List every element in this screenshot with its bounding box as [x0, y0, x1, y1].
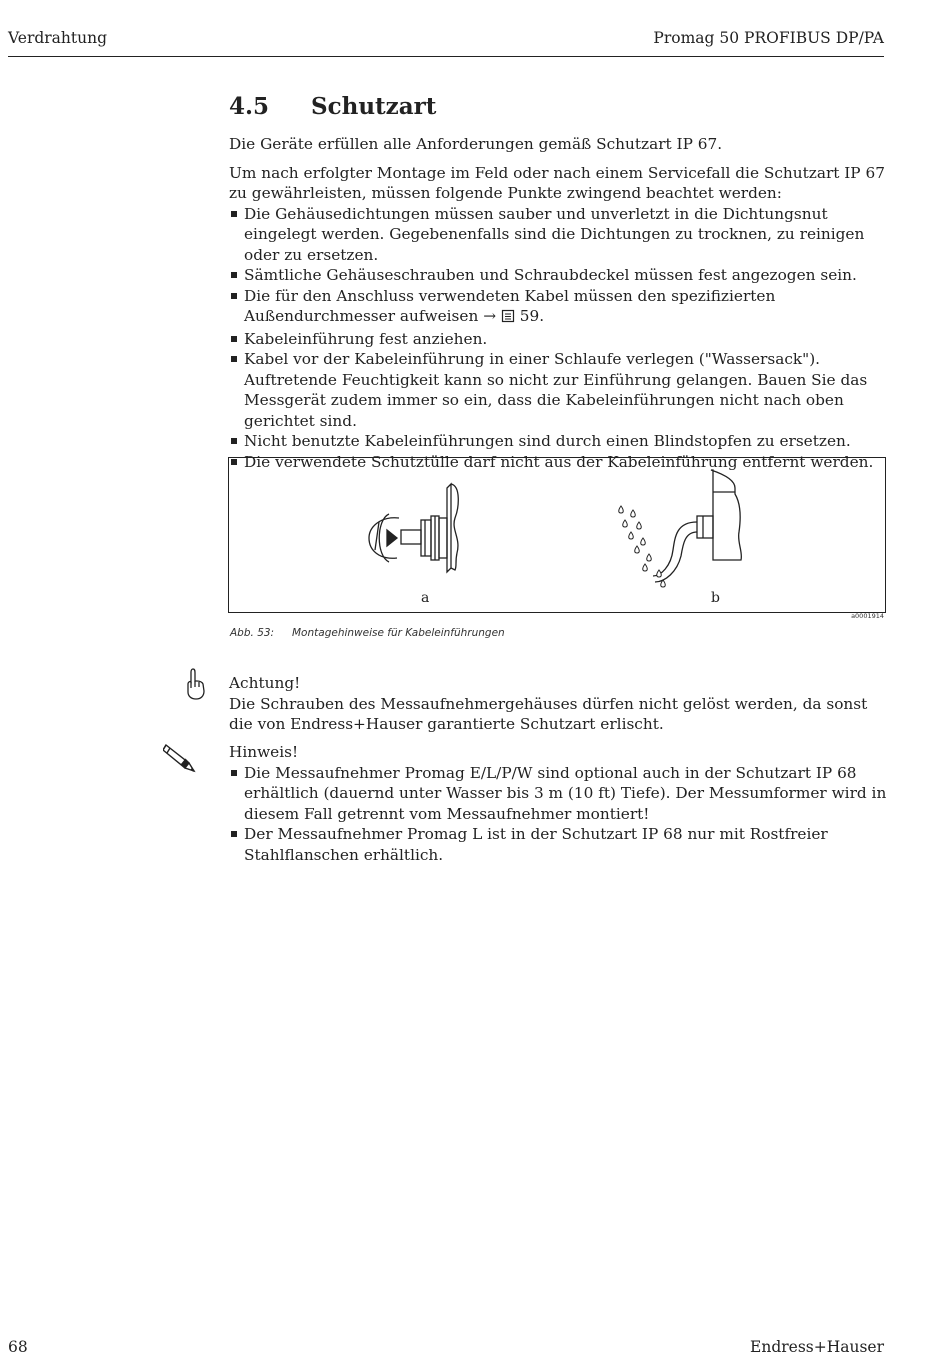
list-item: Der Messaufnehmer Promag L ist in der Schutzart IP 68 nur mit Rostfreier Stahlflanschen erhältlich.	[229, 824, 889, 865]
warning-title: Achtung!	[229, 674, 301, 692]
list-item: Die Gehäusedichtungen müssen sauber und unverletzt in die Dichtungsnut eingelegt werden. Gegebenenfalls sind die Dichtungen zu trocknen, zu reinigen oder zu ersetzen.	[229, 204, 889, 266]
list-item: Die Messaufnehmer Promag E/L/P/W sind optional auch in der Schutzart IP 68 erhältlich (dauernd unter Wasser bis 3 m (10 ft) Tiefe). Der Messumformer wird in diesem Fall getrennt vom Messaufnehmer montiert!	[229, 763, 889, 825]
reference-arrow: →	[483, 307, 497, 325]
list-item: Die verwendete Schutztülle darf nicht aus der Kabeleinführung entfernt werden.	[229, 452, 889, 473]
brand-name: Endress+Hauser	[750, 1338, 884, 1356]
figure-code: a0001914	[851, 612, 884, 620]
hint-list	[229, 763, 889, 866]
reference-page: 59.	[519, 307, 545, 325]
main-content	[229, 92, 889, 472]
section-number: 4.5	[229, 93, 270, 120]
drip-loop-drawing	[653, 470, 741, 582]
running-header-product: Promag 50 PROFIBUS DP/PA	[653, 29, 884, 47]
running-header-section: Verdrahtung	[8, 29, 108, 47]
cable-entry-illustration	[229, 458, 885, 612]
tighten-gland-drawing	[369, 484, 458, 572]
hint-title: Hinweis!	[229, 743, 299, 761]
list-item-text: Die für den Anschluss verwendeten Kabel müssen den spezifizierten Außendurchmesser aufweisen	[244, 286, 776, 325]
warning-note	[229, 673, 889, 735]
section-heading	[229, 92, 889, 122]
intro-paragraph: Die Geräte erfüllen alle Anforderungen gemäß Schutzart IP 67.	[229, 135, 723, 153]
caption-number: Abb. 53:	[230, 627, 275, 639]
list-item: Sämtliche Gehäuseschrauben und Schraubdeckel müssen fest angezogen sein.	[229, 265, 889, 286]
water-drops	[619, 506, 666, 587]
page-reference-icon	[501, 308, 515, 329]
header-divider	[8, 56, 884, 57]
list-item: Kabel vor der Kabeleinführung in einer Schlaufe verlegen ("Wassersack"). Auftretende Feuchtigkeit kann so nicht zur Einführung gelangen. Bauen Sie das Messgerät zudem immer so ein, dass die Kabeleinführungen nicht nach oben gerichtet sind.	[229, 349, 889, 431]
mounting-figure	[228, 457, 886, 613]
figure-label-a: a	[421, 590, 430, 606]
list-item	[229, 286, 889, 329]
hint-note	[229, 742, 889, 865]
requirements-list	[229, 204, 889, 473]
page-number: 68	[8, 1338, 28, 1356]
section-title: Schutzart	[311, 93, 437, 120]
pencil-icon	[163, 741, 199, 779]
warning-text: Die Schrauben des Messaufnehmergehäuses dürfen nicht gelöst werden, da sonst die von Endress+Hauser garantierte Schutzart erlischt.	[229, 694, 868, 733]
figure-caption	[230, 627, 505, 639]
lead-paragraph: Um nach erfolgter Montage im Feld oder nach einem Servicefall die Schutzart IP 67 zu gewährleisten, müssen folgende Punkte zwingend beachtet werden:	[229, 163, 885, 202]
figure-label-b: b	[711, 590, 720, 606]
caption-text: Montagehinweise für Kabeleinführungen	[292, 627, 505, 639]
list-item: Nicht benutzte Kabeleinführungen sind durch einen Blindstopfen zu ersetzen.	[229, 431, 889, 452]
list-item: Kabeleinführung fest anziehen.	[229, 329, 889, 350]
pointing-hand-icon	[184, 667, 208, 705]
